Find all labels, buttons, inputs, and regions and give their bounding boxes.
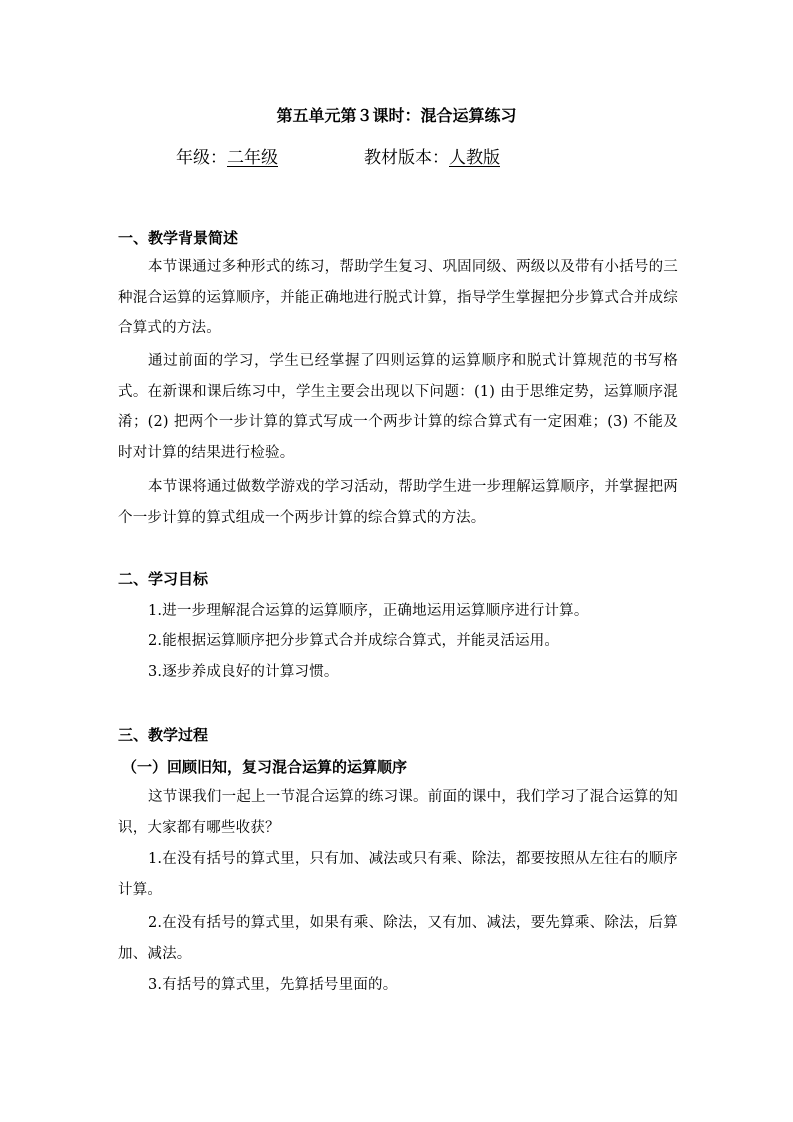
paragraph: 2.在没有括号的算式里，如果有乘、除法，又有加、减法，要先算乘、除法，后算加、减法。 bbox=[118, 915, 678, 962]
section-heading-background: 一、教学背景简述 bbox=[118, 229, 239, 247]
edition-value: 人教版 bbox=[449, 148, 500, 168]
paragraph: 通过前面的学习，学生已经掌握了四则运算的运算顺序和脱式计算规范的书写格式。在新课和课后练习中，学生主要会出现以下问题：(1) 由于思维定势，运算顺序混淆；(2) 把两个一步计算的算式写成一个两步计算的综合算式有一定困难；(3) 不能及时对计算的结果进行检验。 bbox=[118, 353, 678, 461]
section-heading-objectives: 二、学习目标 bbox=[118, 570, 209, 588]
objective-item: 2.能根据运算顺序把分步算式合并成综合算式，并能灵活运用。 bbox=[148, 633, 560, 649]
paragraph: 本节课将通过做数学游戏的学习活动，帮助学生进一步理解运算顺序，并掌握把两个一步计算的算式组成一个两步计算的综合算式的方法。 bbox=[118, 479, 678, 526]
paragraph: 本节课通过多种形式的练习，帮助学生复习、巩固同级、两级以及带有小括号的三种混合运算的运算顺序，并能正确地进行脱式计算，指导学生掌握把分步算式合并成综合算式的方法。 bbox=[118, 259, 678, 336]
objective-item: 3.逐步养成良好的计算习惯。 bbox=[148, 664, 339, 680]
grade-value: 二年级 bbox=[227, 148, 278, 168]
grade-info bbox=[176, 144, 278, 172]
section-heading-process: 三、教学过程 bbox=[118, 726, 209, 744]
document-title: 第五单元第３课时：混合运算练习 bbox=[276, 106, 517, 125]
edition-label: 教材版本： bbox=[364, 148, 449, 168]
paragraph: 这节课我们一起上一节混合运算的练习课。前面的课中，我们学习了混合运算的知识，大家都有哪些收获？ bbox=[118, 789, 678, 836]
edition-info bbox=[364, 144, 500, 172]
paragraph: 1.在没有括号的算式里，只有加、减法或只有乘、除法，都要按照从左往右的顺序计算。 bbox=[118, 851, 678, 898]
paragraph: 3.有括号的算式里，先算括号里面的。 bbox=[148, 977, 398, 993]
objective-item: 1.进一步理解混合运算的运算顺序，正确地运用运算顺序进行计算。 bbox=[148, 603, 589, 619]
subsection-heading: （一）回顾旧知，复习混合运算的运算顺序 bbox=[122, 758, 408, 776]
grade-label: 年级： bbox=[176, 148, 227, 168]
